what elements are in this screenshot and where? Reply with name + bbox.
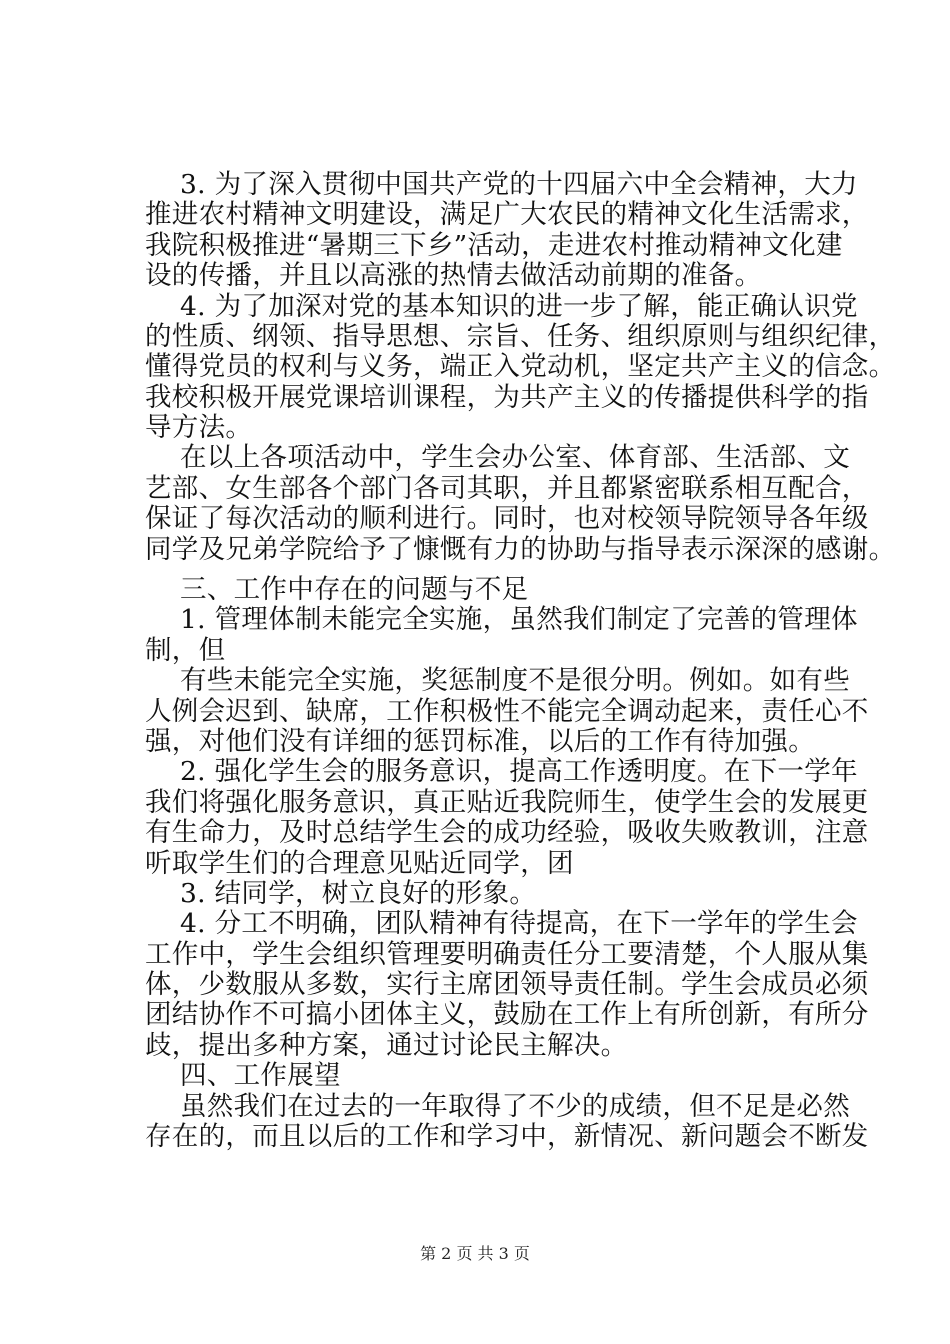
paragraph-line: 导方法。 xyxy=(145,412,253,443)
paragraph-line: 1. 管理体制未能完全实施，虽然我们制定了完善的管理体 xyxy=(180,604,858,635)
paragraph-line: 懂得党员的权利与义务，端正入党动机，坚定共产主义的信念。 xyxy=(145,351,896,382)
paragraph-line: 推进农村精神文明建设，满足广大农民的精神文化生活需求， xyxy=(145,199,869,230)
paragraph-line: 歧，提出多种方案，通过讨论民主解决。 xyxy=(145,1030,628,1061)
paragraph-line: 工作中，学生会组织管理要明确责任分工要清楚，个人服从集 xyxy=(145,939,869,970)
paragraph-line: 团结协作不可搞小团体主义，鼓励在工作上有所创新，有所分 xyxy=(145,999,869,1030)
paragraph-line: 制，但 xyxy=(145,635,226,666)
paragraph-line: 体，少数服从多数，实行主席团领导责任制。学生会成员必须 xyxy=(145,969,869,1000)
paragraph-line: 4. 分工不明确，团队精神有待提高，在下一学年的学生会 xyxy=(180,908,858,939)
paragraph-line: 2. 强化学生会的服务意识，提高工作透明度。在下一学年 xyxy=(180,756,858,787)
paragraph-line: 虽然我们在过去的一年取得了不少的成绩，但不足是必然 xyxy=(180,1091,850,1122)
paragraph-line: 3. 结同学，树立良好的形象。 xyxy=(180,878,537,909)
paragraph-line: 的性质、纲领、指导思想、宗旨、任务、组织原则与组织纪律， xyxy=(145,321,896,352)
paragraph-line: 保证了每次活动的顺利进行。同时，也对校领导院领导各年级 xyxy=(145,503,869,534)
paragraph-line: 我校积极开展党课培训课程，为共产主义的传播提供科学的指 xyxy=(145,382,869,413)
section-heading: 四、工作展望 xyxy=(180,1060,341,1091)
paragraph-line: 我院积极推进“暑期三下乡”活动，走进农村推动精神文化建 xyxy=(145,230,843,261)
paragraph-line: 我们将强化服务意识，真正贴近我院师生，使学生会的发展更 xyxy=(145,787,869,818)
paragraph-line: 艺部、女生部各个部门各司其职，并且都紧密联系相互配合， xyxy=(145,473,869,504)
paragraph-line: 听取学生们的合理意见贴近同学，团 xyxy=(145,848,574,879)
paragraph-line: 有生命力，及时总结学生会的成功经验，吸收失败教训，注意 xyxy=(145,817,869,848)
paragraph-line: 设的传播，并且以高涨的热情去做活动前期的准备。 xyxy=(145,260,762,291)
paragraph-line: 同学及兄弟学院给予了慷慨有力的协助与指导表示深深的感谢。 xyxy=(145,534,896,565)
paragraph-line: 4. 为了加深对党的基本知识的进一步了解，能正确认识党 xyxy=(180,291,858,322)
paragraph-line: 有些未能完全实施，奖惩制度不是很分明。例如。如有些 xyxy=(180,665,850,696)
paragraph-line: 强，对他们没有详细的惩罚标准，以后的工作有待加强。 xyxy=(145,726,815,757)
paragraph-line: 3. 为了深入贯彻中国共产党的十四届六中全会精神，大力 xyxy=(180,169,858,200)
page-number-footer: 第 2 页 共 3 页 xyxy=(420,1244,530,1263)
section-heading: 三、工作中存在的问题与不足 xyxy=(180,574,529,605)
paragraph-line: 人例会迟到、缺席，工作积极性不能完全调动起来，责任心不 xyxy=(145,696,869,727)
paragraph-line: 存在的，而且以后的工作和学习中，新情况、新问题会不断发 xyxy=(145,1121,869,1152)
paragraph-line: 在以上各项活动中，学生会办公室、体育部、生活部、文 xyxy=(180,442,850,473)
